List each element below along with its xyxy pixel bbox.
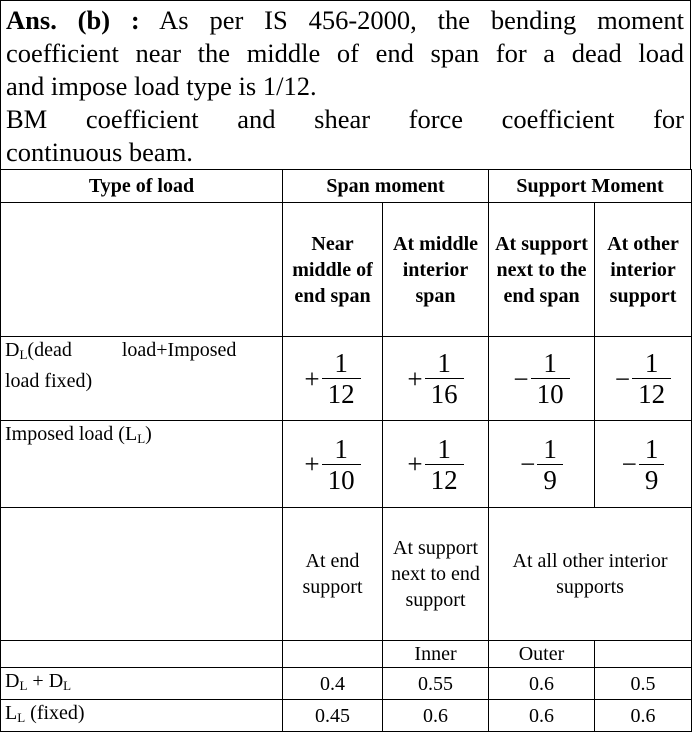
subheader-middle-interior-span: At middle interior span: [383, 203, 489, 337]
answer-label: Ans. (b) :: [6, 5, 140, 35]
table-row: [1, 421, 692, 508]
table-header-row: [1, 170, 692, 203]
intro-line-4: BM coefficient and shear force coefficient for: [6, 104, 684, 134]
shear-header-all-other: At all other interior supports: [489, 508, 692, 641]
coefficient-cell: [595, 337, 692, 421]
coefficient-cell: [383, 421, 489, 508]
intro-line-5: continuous beam.: [6, 137, 193, 167]
header-support-moment: Support Moment: [489, 170, 692, 203]
value-cell: 0.45: [283, 700, 383, 732]
inner-outer-empty-1: [1, 641, 283, 668]
fraction: + $\frac{1}{12}$: [407, 434, 463, 495]
fraction: − $\frac{1}{10}$: [513, 348, 569, 409]
shear-header-end-support: At end support: [283, 508, 383, 641]
intro-line-1: [6, 4, 684, 37]
shear-header-next-to-end: At support next to end support: [383, 508, 489, 641]
table-row: [1, 337, 692, 421]
table-subheader-row: [1, 203, 692, 337]
coefficient-cell: [595, 421, 692, 508]
value-cell: 0.6: [489, 668, 595, 700]
fraction: − $\frac{1}{12}$: [615, 348, 671, 409]
subheader-empty: [1, 203, 283, 337]
table-row: [1, 668, 692, 700]
fraction: − $\frac{1}{9}$: [622, 434, 665, 495]
inner-outer-empty-3: [595, 641, 692, 668]
bm-coefficient-table: [0, 169, 692, 732]
answer-text-block: [0, 0, 691, 170]
row-label-dead-imposed: $D_L(dead$ load+Imposed load fixed): [1, 337, 283, 421]
fraction: − $\frac{1}{9}$: [520, 434, 563, 495]
value-cell: 0.6: [489, 700, 595, 732]
subheader-other-interior-support: At other interior support: [595, 203, 692, 337]
intro-line-1-text: As per IS 456-2000, the bending moment: [159, 5, 684, 35]
inner-label: Inner: [383, 641, 489, 668]
outer-label: Outer: [489, 641, 595, 668]
subheader-near-middle-end-span: Near middle of end span: [283, 203, 383, 337]
coefficient-cell: [383, 337, 489, 421]
fraction: + $\frac{1}{10}$: [304, 434, 360, 495]
shear-header-empty: [1, 508, 283, 641]
subheader-support-next-end-span: At support next to the end span: [489, 203, 595, 337]
fraction: + $\frac{1}{16}$: [407, 348, 463, 409]
coefficient-cell: [489, 337, 595, 421]
value-cell: 0.4: [283, 668, 383, 700]
value-cell: 0.6: [383, 700, 489, 732]
intro-line-2: coefficient near the middle of end span for a dead load: [6, 38, 684, 68]
inner-outer-empty-2: [283, 641, 383, 668]
row-label-imposed-load: Imposed load $(L_L)$: [1, 421, 283, 508]
header-span-moment: Span moment: [283, 170, 489, 203]
fraction: + $\frac{1}{12}$: [304, 348, 360, 409]
row-label-dl-plus-dl: $D_L + D_L$: [1, 668, 283, 700]
value-cell: 0.55: [383, 668, 489, 700]
shear-header-row: [1, 508, 692, 641]
coefficient-cell: [283, 337, 383, 421]
coefficient-cell: [489, 421, 595, 508]
coefficient-cell: [283, 421, 383, 508]
row-label-ll-fixed: $L_L$ (fixed): [1, 700, 283, 732]
table-row: [1, 700, 692, 732]
header-type-of-load: Type of load: [1, 170, 283, 203]
inner-outer-row: [1, 641, 692, 668]
value-cell: 0.5: [595, 668, 692, 700]
intro-line-3: and impose load type is 1/12.: [6, 71, 317, 101]
value-cell: 0.6: [595, 700, 692, 732]
